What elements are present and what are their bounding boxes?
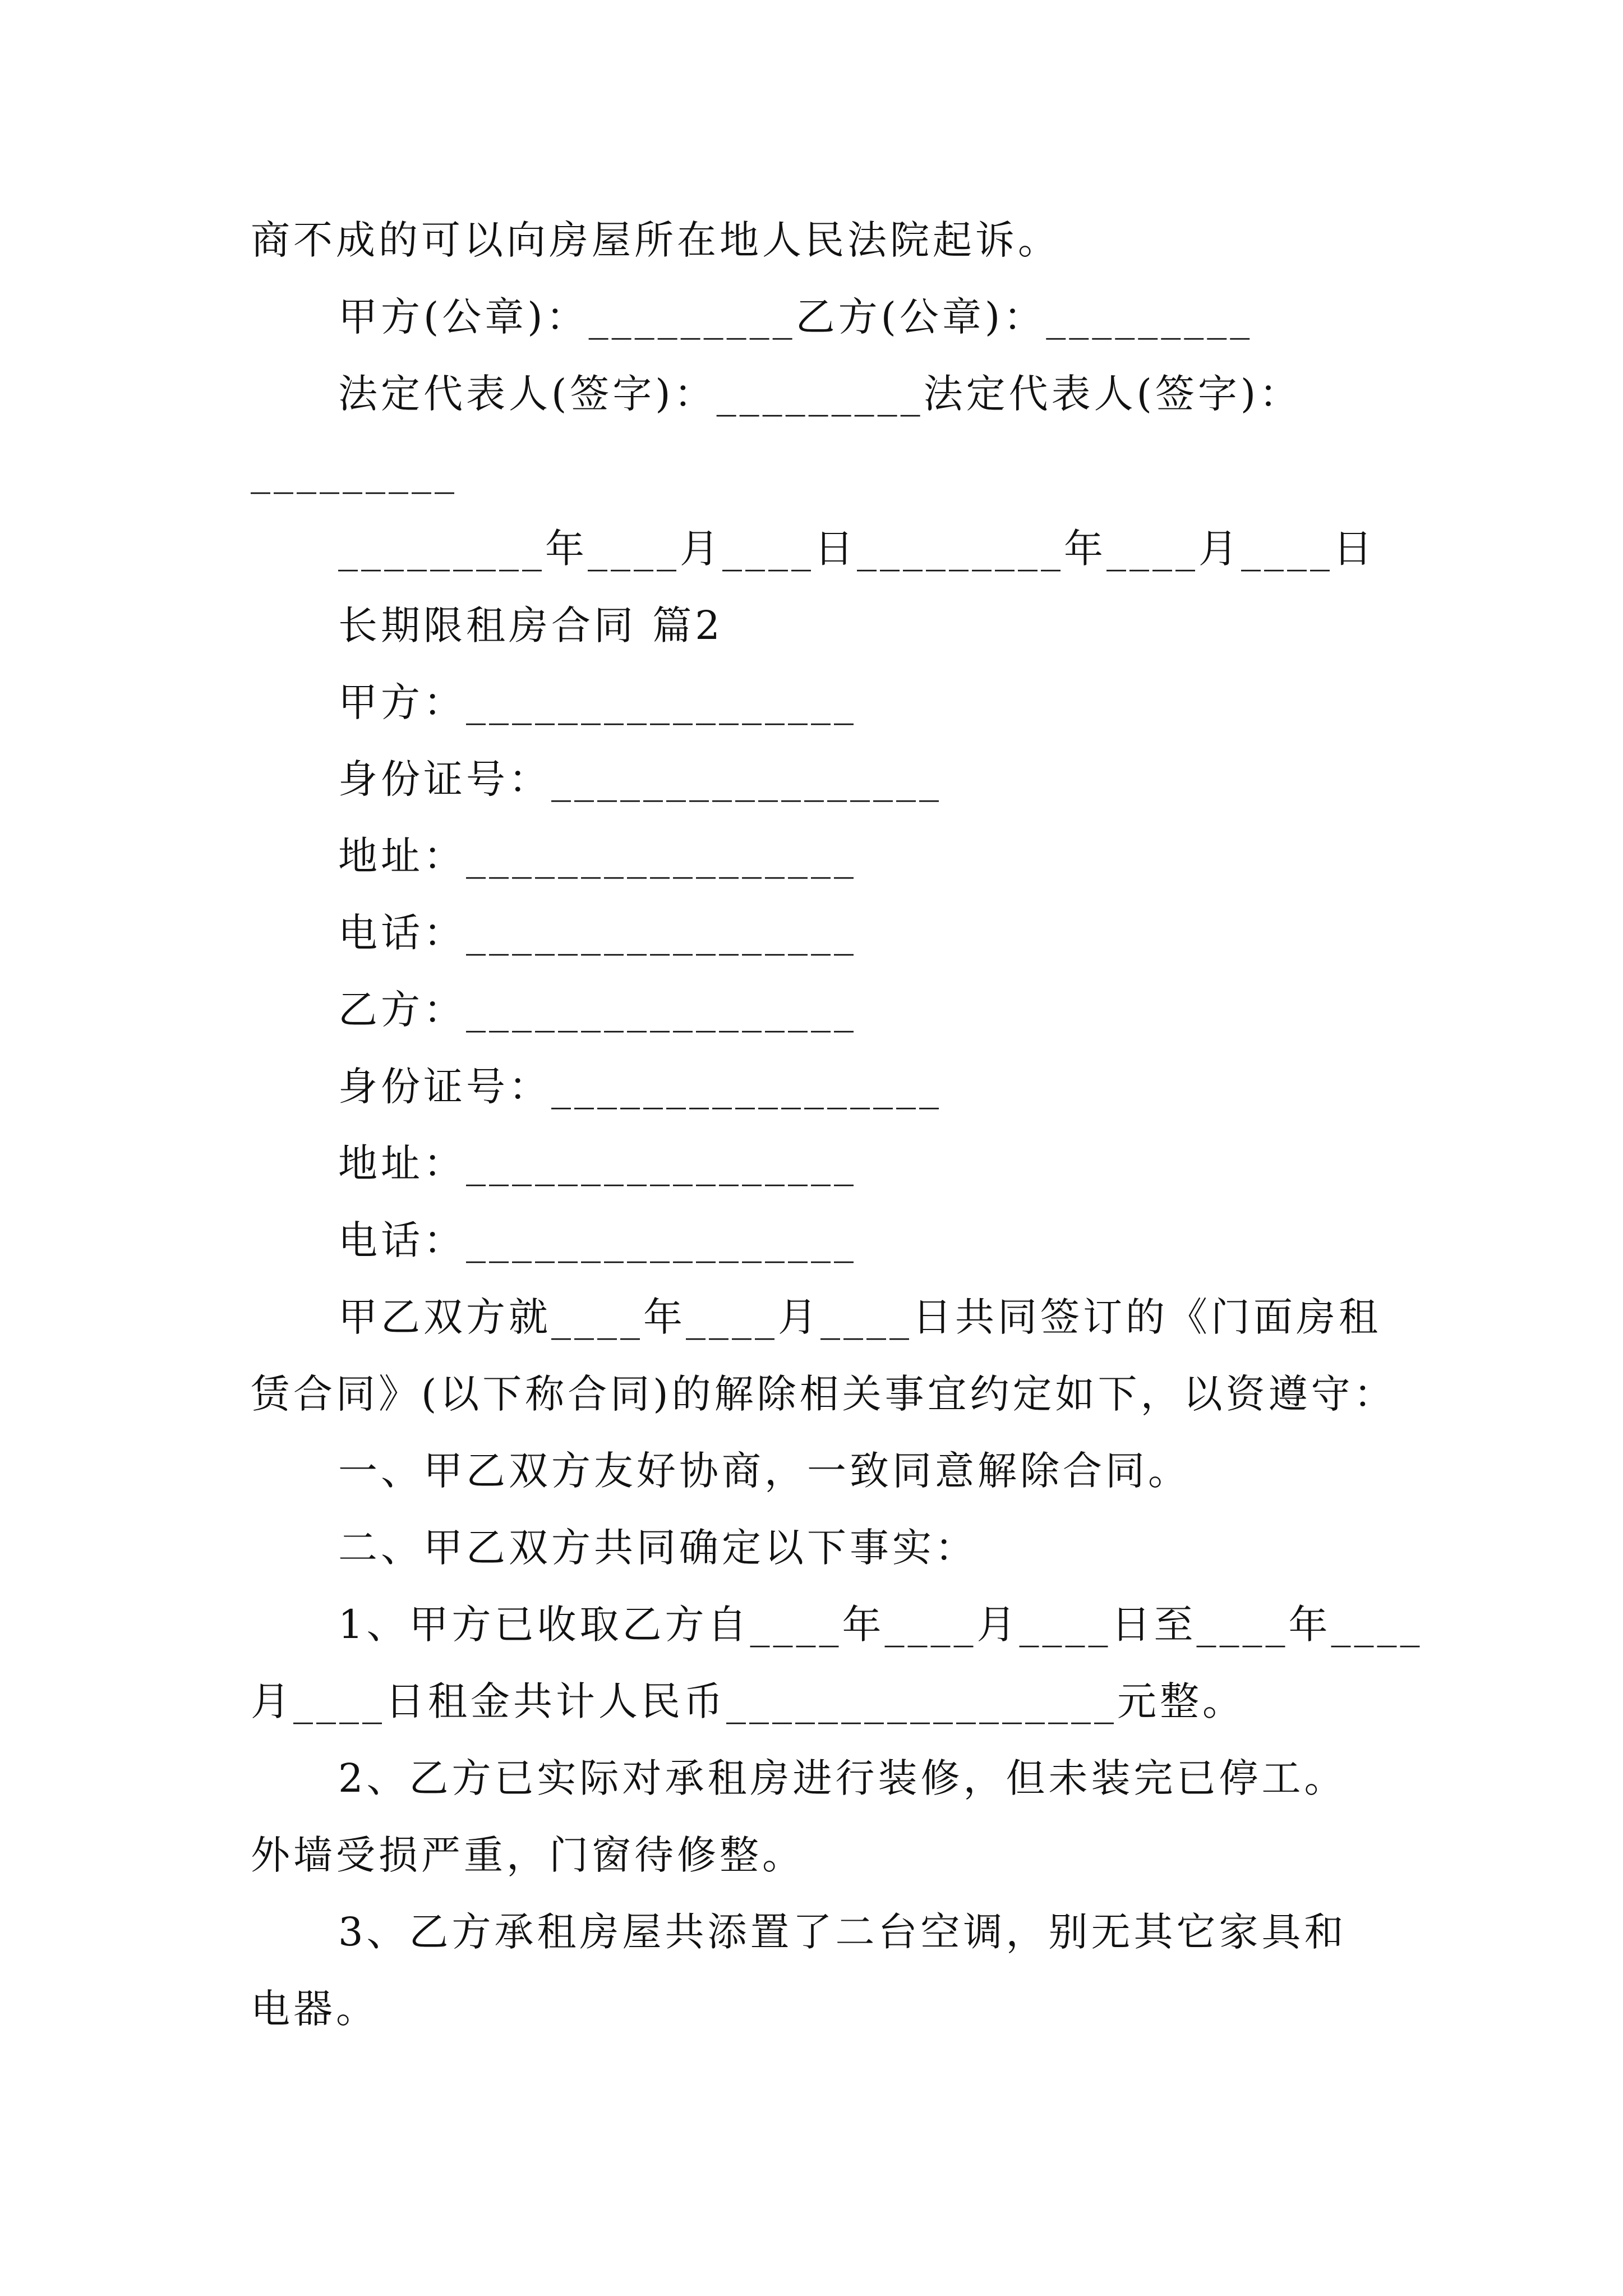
paragraph-line: 赁合同》(以下称合同)的解除相关事宜约定如下，以资遵守： — [251, 1371, 1396, 1417]
section-heading: 长期限租房合同 篇2 — [338, 602, 723, 648]
date-line: _________年____月____日_________年____月____日 — [338, 526, 1376, 572]
clause-two: 二、甲乙双方共同确定以下事实： — [338, 1525, 978, 1571]
item-two: 2、乙方已实际对承租房进行装修，但未装完已停工。 — [338, 1755, 1347, 1801]
party-a-address-field: 地址：_________________ — [338, 833, 857, 879]
signature-line-seal: 甲方(公章)：_________乙方(公章)：_________ — [338, 294, 1253, 340]
paragraph-line: 甲乙双方就____年____月____日共同签订的《门面房租 — [338, 1294, 1381, 1340]
clause-one: 一、甲乙双方友好协商，一致同意解除合同。 — [338, 1448, 1191, 1494]
item-one-cont: 月____日租金共计人民币_________________元整。 — [251, 1678, 1245, 1724]
item-three: 3、乙方承租房屋共添置了二台空调，别无其它家具和 — [338, 1909, 1347, 1955]
party-b-phone-field: 电话：_________________ — [338, 1217, 857, 1263]
party-a-id-field: 身份证号：_________________ — [338, 756, 942, 802]
signature-line-representative: 法定代表人(签字)：_________法定代表人(签字)： — [338, 371, 1302, 417]
blank-line: _________ — [251, 448, 458, 494]
party-a-field: 甲方：_________________ — [338, 679, 857, 725]
party-a-phone-field: 电话：_________________ — [338, 910, 857, 956]
party-b-id-field: 身份证号：_________________ — [338, 1064, 942, 1110]
item-three-cont: 电器。 — [251, 1986, 379, 2032]
item-two-cont: 外墙受损严重，门窗待修整。 — [251, 1832, 805, 1878]
item-one: 1、甲方已收取乙方自____年____月____日至____年____ — [338, 1602, 1423, 1648]
text-line: 商不成的可以向房屋所在地人民法院起诉。 — [251, 217, 1061, 263]
party-b-field: 乙方：_________________ — [338, 987, 857, 1033]
party-b-address-field: 地址：_________________ — [338, 1140, 857, 1186]
